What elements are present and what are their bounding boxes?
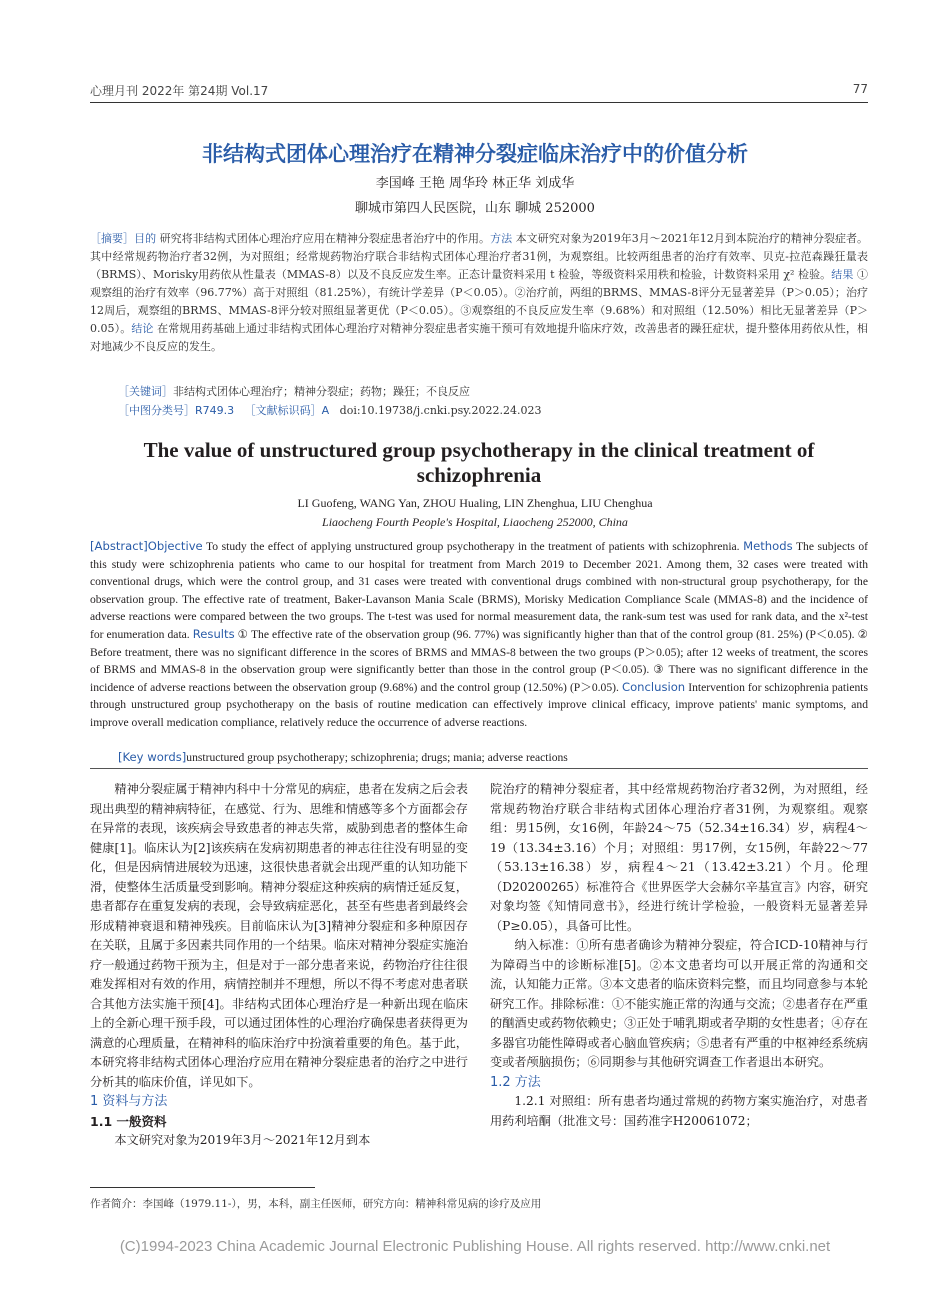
section-heading-1: 1 资料与方法 xyxy=(90,1094,168,1109)
section-divider xyxy=(90,768,868,769)
inclusion-criteria-paragraph: 纳入标准：①所有患者确诊为精神分裂症，符合ICD-10精神与行为障碍当中的诊断标准[5]。②本文患者均可以开展正常的沟通和交流，认知能力正常。③本文患者的临床资料完整，而且均同意参与本轮研究工作。排除标准：①不能实施正常的沟通与交流；②患者存在严重的酗酒史或药物依赖史；③正处于哺乳期或者孕期的女性患者；④存在多器官功能性障碍或者心脑血管疾病；⑤患者有严重的中枢神经系统病变或者颅脑损伤；⑥同期参与其他研究调查工作者退出本研究。 xyxy=(490,938,868,1069)
abstract-en-label: [Abstract] xyxy=(90,539,148,553)
title-english: The value of unstructured group psychotherapy in the clinical treatment of schizophrenia xyxy=(143,438,815,487)
keywords-label: ［关键词］ xyxy=(118,385,173,398)
general-info-paragraph-start: 本文研究对象为2019年3月～2021年12月到本 xyxy=(114,1133,371,1147)
authors-chinese: 李国峰 王艳 周华玲 林正华 刘成华 xyxy=(375,176,575,191)
objective-en-label: Objective xyxy=(147,539,203,553)
affiliation-english: Liaocheng Fourth People's Hospital, Liaocheng 252000, China xyxy=(322,515,628,529)
abstract-label: ［摘要］ xyxy=(90,232,135,245)
keywords-english xyxy=(118,750,568,764)
conclusion-label: 结论 xyxy=(131,322,154,335)
doi: doi:10.19738/j.cnki.psy.2022.24.023 xyxy=(339,404,542,417)
copyright-watermark: (C)1994-2023 China Academic Journal Electronic Publishing House. All rights reserved. http://www.cnki.net xyxy=(119,1238,831,1255)
objective-label: 目的 xyxy=(134,232,157,245)
conclusion-en-label: Conclusion xyxy=(621,679,686,694)
clc-label: ［中图分类号］R749.3 xyxy=(118,404,235,417)
journal-info: 心理月刊 2022年 第24期 Vol.17 xyxy=(90,84,269,98)
conclusion-en-text: Intervention for schizophrenia patients through unstructured group psychotherapy on the basis of routine medication can effectively improve clinical efficacy, improve patients' manic symptoms, and improve overall medication compliance, relatively reduce the occurrence of adverse reactions. xyxy=(90,680,868,729)
objective-text: 研究将非结构式团体心理治疗应用在精神分裂症患者治疗中的作用。 xyxy=(159,232,491,245)
method-control-paragraph: 1.2.1 对照组：所有患者均通过常规的药物方案实施治疗，对患者用药利培酮（批准文号：国药准字H20061072； xyxy=(490,1094,868,1128)
body-column-right xyxy=(490,780,868,1131)
methods-en-text: The subjects of this study were schizophrenia patients who came to our hospital for treatment from March 2019 to December 2021. Among them, 32 cases were treated with conventional drugs, which were the control group, and 31 cases were treated with conventional drugs combined with non-structural group psychotherapy, for the observation group. The effective rate of treatment, Baker-Lavanson Mania Scale (BRMS), Morisky Medication Compliance Scale (MMAS-8) and the incidence of adverse reactions were compared between the two groups. The t-test was used for normal measurement data, the rank-sum test was used for rank data, and the x²-test for enumeration data. xyxy=(90,540,868,641)
results-text: ①观察组的治疗有效率（96.77%）高于对照组（81.25%），有统计学差异（P＜0.05）。②治疗前，两组的BRMS、MMAS-8评分无显著差异（P＞0.05）；治疗12周后，观察组的BRMS、MMAS-8评分较对照组显著更优（P＜0.05）。③观察组的不良反应发生率（9.68%）和对照组（12.50%）相比无显著差异（P＞0.05）。 xyxy=(90,268,868,335)
footnote-rule xyxy=(90,1187,315,1188)
keywords-en-text: unstructured group psychotherapy; schizophrenia; drugs; mania; adverse reactions xyxy=(186,751,568,764)
general-info-paragraph-cont: 院治疗的精神分裂症者，其中经常规药物治疗者32例，为对照组，经常规药物治疗联合非结构式团体心理治疗者31例，为观察组。观察组：男15例，女16例，年龄24～75（52.34±16.34）岁，病程4～19（13.34±3.16）个月；对照组：男17例，女15例，年龄22～77（53.13±16.38）岁，病程4～21（13.42±3.21）个月。伦理（D20200265）标准符合《世界医学大会赫尔辛基宣言》内容，研究对象均签《知情同意书》，经进行统计学检验，一般资料无显著差异（P≥0.05），具备可比性。 xyxy=(490,782,868,933)
intro-paragraph: 精神分裂症属于精神内科中十分常见的病症，患者在发病之后会表现出典型的精神病特征，在感觉、行为、思维和情感等多个方面都会存在异常的表现，该疾病会导致患者的神志失常，威胁到患者的整体生命健康[1]。临床认为[2]该疾病在发病初期患者的神志往往没有明显的变化，但是因病情进展较为迅速，这很快患者就会出现严重的认知功能下滑，使整体生活质量受到影响。精神分裂症这种疾病的病情迁延反复，患者都存在重复发病的表现，会导致病症恶化，甚至有些患者到最终会形成精神衰退和精神残疾。目前临床认为[3]精神分裂症和多种原因存在关联，且属于多因素共同作用的一个结果。临床对精神分裂症实施治疗一般通过药物干预为主，但是对于一部分患者来说，药物治疗往往很难发挥相对有效的作用，病情控制并不理想，所以不得不考虑对患者联合其他方法实施干预[4]。非结构式团体心理治疗是一种新出现在临床上的全新心理干预手段，可以通过团体性的心理治疗确保患者获得更为满意的心理质量，在精神科的临床治疗中扮演着重要的角色。基于此，本研究将非结构式团体心理治疗应用在精神分裂症患者的治疗之中进行分析其的临床价值，详见如下。 xyxy=(90,782,468,1089)
keywords-text: 非结构式团体心理治疗；精神分裂症；药物；躁狂；不良反应 xyxy=(173,385,470,398)
methods-en-label: Methods xyxy=(743,539,793,553)
methods-label: 方法 xyxy=(490,232,513,245)
abstract-chinese xyxy=(90,230,868,356)
running-header xyxy=(90,80,868,103)
body-column-left xyxy=(90,780,468,1151)
affiliation-chinese: 聊城市第四人民医院，山东 聊城 252000 xyxy=(355,201,595,216)
results-label: 结果 xyxy=(831,268,854,281)
abstract-english xyxy=(90,538,868,732)
subsection-heading-1-1: 1.1 一般资料 xyxy=(90,1113,167,1129)
author-footnote: 作者简介：李国峰（1979.11-），男，本科，副主任医师，研究方向：精神科常见病的诊疗及应用 xyxy=(90,1198,542,1210)
doc-code-label: ［文献标识码］A xyxy=(244,404,330,417)
results-en-label: Results xyxy=(192,626,235,641)
keywords-en-label: [Key words] xyxy=(118,750,187,764)
classification-chinese xyxy=(118,402,542,418)
results-en-text: ① The effective rate of the observation group (96. 77%) was significantly higher than that of the control group (81. 25%) (P＜0.05). ② Before treatment, there was no significant difference in the scores of BRMS and MMAS-8 between the two groups (P＞0.05); after 12 weeks of treatment, the scores of BRMS and MMAS-8 in the observation group were significantly better than those in the control group (P＜0.05). ③ There was no significant difference in the incidence of adverse reactions between the observation group (9.68%) and the control group (12.50%) (P＞0.05). xyxy=(90,627,868,694)
page-number: 77 xyxy=(852,82,868,96)
title-chinese: 非结构式团体心理治疗在精神分裂症临床治疗中的价值分析 xyxy=(202,142,748,166)
objective-en-text: To study the effect of applying unstructured group psychotherapy in the treatment of patients with schizophrenia. xyxy=(202,540,740,553)
keywords-chinese xyxy=(118,383,470,399)
conclusion-text: 在常规用药基础上通过非结构式团体心理治疗对精神分裂症患者实施干预可有效地提升临床疗效，改善患者的躁狂症状，提升整体用药依从性，相对地减少不良反应的发生。 xyxy=(90,322,868,353)
authors-english: LI Guofeng, WANG Yan, ZHOU Hualing, LIN Zhenghua, LIU Chenghua xyxy=(297,496,653,510)
methods-text: 本文研究对象为2019年3月～2021年12月到本院治疗的精神分裂症者。其中经常规药物治疗者32例，为对照组；经常规药物治疗联合非结构式团体心理治疗者31例，为观察组。比较两组患者的治疗有效率、贝克-拉范森躁狂量表（BRMS）、Morisky用药依从性量表（MMAS-8）以及不良反应发生率。正态计量资料采用 t 检验，等级资料采用秩和检验，计数资料采用 χ² 检验。 xyxy=(90,232,869,281)
subsection-heading-1-2: 1.2 方法 xyxy=(490,1074,541,1090)
